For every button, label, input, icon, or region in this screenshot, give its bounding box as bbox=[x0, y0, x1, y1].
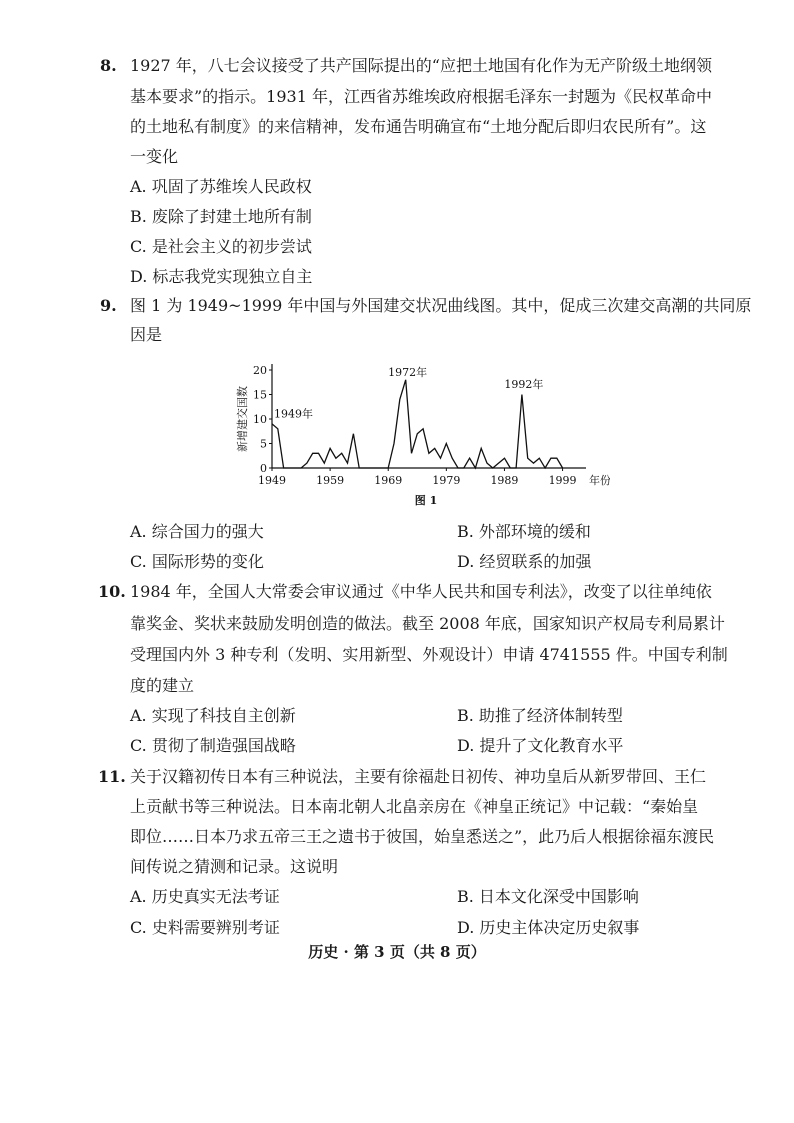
y-tick-label: 0 bbox=[260, 462, 267, 475]
question-text-line: 因是 bbox=[130, 325, 163, 344]
question-text-line: 即位……日本乃求五帝三王之遗书于彼国，始皇悉送之”，此乃后人根据徐福东渡民 bbox=[130, 827, 715, 846]
y-tick-label: 15 bbox=[253, 388, 267, 402]
question-number: 11. bbox=[98, 767, 126, 786]
question-number: 10. bbox=[98, 582, 126, 601]
x-tick-label: 1949 bbox=[258, 474, 286, 487]
question-text-line: 1927 年，八七会议接受了共产国际提出的“应把土地国有化作为无产阶级土地纲领 bbox=[130, 56, 712, 75]
option-b[interactable]: B. 外部环境的缓和 bbox=[457, 522, 591, 541]
option-d[interactable]: D. 标志我党实现独立自主 bbox=[130, 267, 313, 286]
question-number: 9. bbox=[100, 296, 117, 315]
question-number: 8. bbox=[100, 56, 117, 75]
x-axis-label: 年份 bbox=[589, 474, 610, 487]
question-text-line: 关于汉籍初传日本有三种说法，主要有徐福赴日初传、神功皇后从新罗带回、王仁 bbox=[130, 767, 707, 786]
option-b[interactable]: B. 助推了经济体制转型 bbox=[457, 706, 623, 725]
question-text-line: 上贡献书等三种说法。日本南北朝人北畠亲房在《神皇正统记》中记载：“秦始皇 bbox=[130, 797, 699, 816]
option-c[interactable]: C. 贯彻了制造强国战略 bbox=[130, 736, 296, 755]
option-a[interactable]: A. 历史真实无法考证 bbox=[130, 887, 280, 906]
x-tick-label: 1979 bbox=[432, 474, 461, 487]
option-c[interactable]: C. 国际形势的变化 bbox=[130, 552, 264, 571]
peak-annotation: 1992年 bbox=[504, 378, 544, 392]
page-footer: 历史 · 第 3 页（共 8 页） bbox=[308, 943, 486, 961]
question-text-line: 靠奖金、奖状来鼓励发明创造的做法。截至 2008 年底，国家知识产权局专利局累计 bbox=[130, 614, 725, 633]
option-a[interactable]: A. 实现了科技自主创新 bbox=[130, 706, 296, 725]
question-text-line: 间传说之猜测和记录。这说明 bbox=[130, 857, 339, 876]
y-tick-label: 5 bbox=[260, 437, 267, 451]
question-text-line: 1984 年，全国人大常委会审议通过《中华人民共和国专利法》，改变了以往单纯依 bbox=[130, 582, 712, 601]
option-b[interactable]: B. 日本文化深受中国影响 bbox=[457, 887, 639, 906]
figure-1-chart bbox=[230, 350, 610, 515]
series-line bbox=[272, 380, 563, 468]
x-tick-label: 1959 bbox=[316, 474, 345, 487]
option-a[interactable]: A. 综合国力的强大 bbox=[130, 522, 264, 541]
option-a[interactable]: A. 巩固了苏维埃人民政权 bbox=[130, 177, 312, 196]
option-b[interactable]: B. 废除了封建土地所有制 bbox=[130, 207, 312, 226]
question-text-line: 度的建立 bbox=[130, 676, 195, 695]
option-d[interactable]: D. 提升了文化教育水平 bbox=[457, 736, 624, 755]
option-c[interactable]: C. 是社会主义的初步尝试 bbox=[130, 237, 312, 256]
x-tick-label: 1999 bbox=[548, 474, 577, 487]
question-text-line: 一变化 bbox=[130, 147, 179, 166]
x-tick-label: 1969 bbox=[374, 474, 403, 487]
peak-annotation: 1949年 bbox=[274, 407, 313, 421]
x-tick-label: 1989 bbox=[490, 474, 519, 487]
y-tick-label: 10 bbox=[253, 413, 267, 426]
question-text-line: 的土地私有制度》的来信精神，发布通告明确宣布“土地分配后即归农民所有”。这 bbox=[130, 117, 707, 136]
question-text-line: 图 1 为 1949~1999 年中国与外国建交状况曲线图。其中，促成三次建交高潮的共同原 bbox=[130, 296, 752, 315]
figure-caption: 图 1 bbox=[414, 494, 438, 507]
y-axis-label: 新增建交国数 bbox=[236, 386, 249, 452]
peak-annotation: 1972年 bbox=[388, 365, 428, 379]
option-d[interactable]: D. 经贸联系的加强 bbox=[457, 552, 592, 571]
option-d[interactable]: D. 历史主体决定历史叙事 bbox=[457, 918, 640, 937]
question-text-line: 受理国内外 3 种专利（发明、实用新型、外观设计）申请 4741555 件。中国专利制 bbox=[130, 645, 728, 664]
line-chart bbox=[230, 350, 610, 515]
y-tick-label: 20 bbox=[253, 364, 267, 377]
question-text-line: 基本要求”的指示。1931 年，江西省苏维埃政府根据毛泽东一封题为《民权革命中 bbox=[130, 87, 712, 106]
option-c[interactable]: C. 史料需要辨别考证 bbox=[130, 918, 280, 937]
